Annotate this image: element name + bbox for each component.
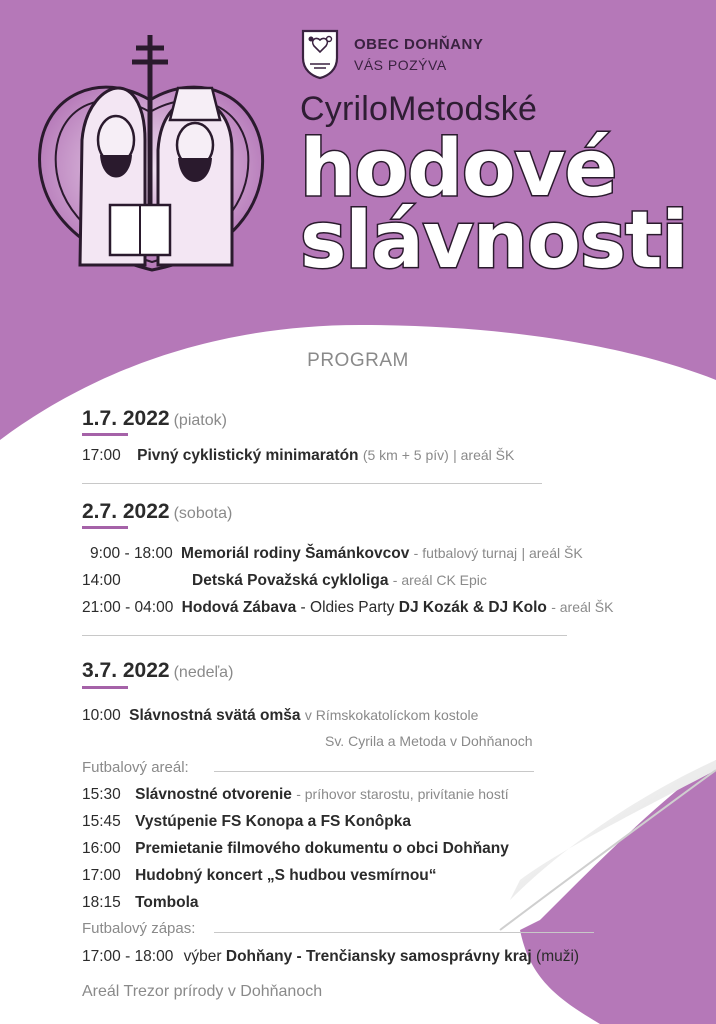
event-time: 15:30	[82, 786, 121, 803]
event-detail: (5 km + 5 pív)	[362, 447, 449, 463]
event-row	[82, 840, 509, 858]
event-row	[82, 894, 199, 912]
event-row	[82, 867, 437, 885]
event-title-line1: hodové	[300, 124, 617, 214]
event-row	[90, 545, 583, 563]
event-time: 16:00	[82, 840, 121, 857]
event-row-body	[192, 572, 487, 590]
event-title: Tombola	[135, 894, 199, 911]
event-row	[82, 786, 509, 804]
event-title: Hudobný koncert „S hudbou vesmírnou“	[135, 867, 437, 884]
event-title-line2: slávnosti	[300, 196, 688, 286]
event-subtitle: CyriloMetodské	[300, 90, 538, 128]
separator	[214, 771, 534, 772]
event-title: Pivný cyklistický minimaratón	[137, 447, 359, 464]
day-date: 3.7. 2022	[82, 659, 170, 682]
separator	[82, 635, 567, 636]
event-title: Hodová Zábava	[181, 599, 297, 616]
separator	[214, 932, 594, 933]
event-row	[82, 447, 514, 465]
event-detail: - areál CK Epic	[392, 572, 487, 588]
village-crest-icon	[300, 28, 340, 80]
event-detail: - príhovor starostu, privítanie hostí	[296, 786, 509, 802]
program-heading: PROGRAM	[307, 350, 409, 371]
event-time: 9:00 - 18:00	[90, 545, 173, 562]
event-time: 14:00	[82, 572, 121, 589]
section-label: Futbalový areál:	[82, 759, 189, 776]
day-date: 1.7. 2022	[82, 407, 170, 430]
separator	[82, 483, 542, 484]
event-detail-line2: Sv. Cyrila a Metoda v Dohňanoch	[325, 733, 533, 749]
event-title: Detská Považská cykloliga	[192, 572, 389, 589]
day-weekday: (piatok)	[173, 412, 227, 429]
event-row	[82, 572, 121, 590]
org-name: OBEC DOHŇANY	[354, 36, 484, 53]
event-detail: - futbalový turnaj	[413, 545, 518, 561]
event-place: | areál ŠK	[521, 545, 583, 561]
event-title: Dohňany - Trenčiansky samosprávny kraj	[225, 948, 532, 965]
event-row	[82, 599, 613, 617]
event-row	[82, 707, 478, 725]
event-time: 21:00 - 04:00	[82, 599, 174, 616]
day-1-heading	[82, 407, 227, 431]
event-prefix: výber	[183, 948, 222, 965]
day-3-heading	[82, 659, 233, 683]
event-mid: - Oldies Party	[300, 599, 395, 616]
event-time: 17:00	[82, 447, 121, 464]
section-label: Futbalový zápas:	[82, 920, 196, 937]
event-row	[82, 948, 579, 966]
date-underline	[82, 686, 128, 689]
day-weekday: (nedeľa)	[173, 664, 234, 681]
event-time: 17:00 - 18:00	[82, 948, 174, 965]
event-title: Slávnostná svätá omša	[129, 707, 301, 724]
footer-note: Areál Trezor prírody v Dohňanoch	[82, 983, 323, 1000]
event-time: 17:00	[82, 867, 121, 884]
date-underline	[82, 433, 128, 436]
day-weekday: (sobota)	[173, 505, 233, 522]
event-place: | areál ŠK	[453, 447, 515, 463]
day-2-heading	[82, 500, 232, 524]
event-time: 15:45	[82, 813, 121, 830]
event-row	[82, 813, 411, 831]
day-date: 2.7. 2022	[82, 500, 170, 523]
event-title: Slávnostné otvorenie	[135, 786, 292, 803]
event-detail: (muži)	[536, 948, 580, 965]
event-detail: v Rímskokatolíckom kostole	[304, 707, 479, 723]
saints-emblem-icon	[40, 35, 263, 270]
event-title-2: DJ Kozák & DJ Kolo	[398, 599, 547, 616]
date-underline	[82, 526, 128, 529]
event-title: Premietanie filmového dokumentu o obci Dohňany	[135, 840, 509, 857]
event-detail: - areál ŠK	[551, 599, 614, 615]
event-time: 10:00	[82, 707, 121, 724]
event-title: Vystúpenie FS Konopa a FS Konôpka	[135, 813, 411, 830]
event-title: Memoriál rodiny Šamánkovcov	[181, 545, 410, 562]
org-invite: VÁS POZÝVA	[354, 57, 447, 73]
event-time: 18:15	[82, 894, 121, 911]
